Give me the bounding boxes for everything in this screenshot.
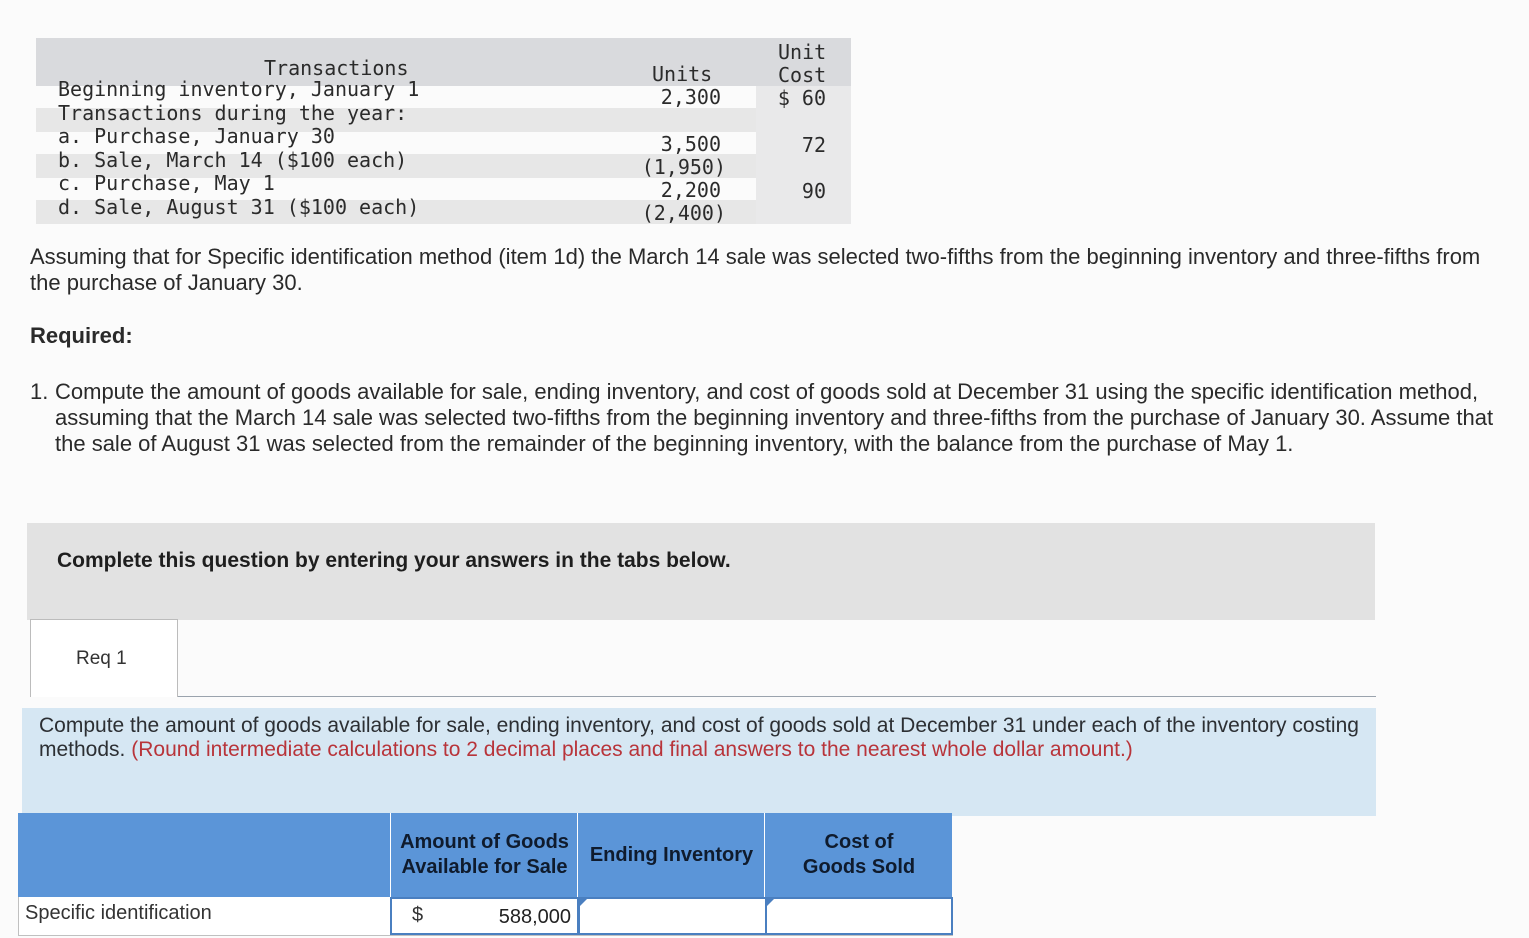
goods-available-cell	[390, 897, 579, 935]
row-label: Beginning inventory, January 1	[58, 77, 420, 101]
tab-req-1[interactable]	[30, 619, 178, 697]
answer-table	[18, 813, 952, 938]
row-label: a. Purchase, January 30	[58, 124, 335, 148]
rounding-note: (Round intermediate calculations to 2 decimal places and final answers to the nearest whole dollar amount.)	[131, 738, 1133, 761]
row-units: 2,200	[660, 178, 721, 202]
header-transactions: Transactions	[264, 56, 409, 80]
row-units: 3,500	[660, 132, 721, 156]
ending-inventory-input[interactable]	[637, 902, 761, 932]
row-label: d. Sale, August 31 ($100 each)	[58, 195, 420, 219]
question-1	[30, 379, 1510, 457]
cogs-input[interactable]	[823, 902, 947, 932]
instruction-banner	[27, 523, 1375, 620]
assumption-text: Assuming that for Specific identification method (item 1d) the March 14 sale was selected two-fifths from the beginning inventory and three-fifths from the purchase of January 30.	[30, 244, 1481, 295]
input-flag-icon	[580, 899, 587, 906]
header-unit-cost-line1: Unit	[778, 40, 827, 64]
ending-inventory-cell	[578, 897, 767, 935]
instruction-main: Compute the amount of goods available for sale, ending inventory, and cost of goods sold at December 31 under each of the inventory costing methods.	[39, 714, 1359, 761]
transactions-table	[36, 38, 851, 224]
header-separator	[577, 813, 578, 897]
header-separator	[764, 813, 765, 897]
cogs-cell	[765, 897, 953, 935]
answer-table-header	[18, 813, 952, 897]
input-flag-icon	[767, 899, 774, 906]
row-label: Transactions during the year:	[58, 101, 408, 125]
header-goods-available: Amount of Goods Available for Sale	[400, 831, 569, 878]
instruction-panel	[22, 708, 1376, 816]
header-separator	[390, 813, 391, 897]
tab-divider	[178, 696, 1376, 697]
header-units: Units	[652, 62, 713, 86]
row-cost: 72	[801, 133, 826, 157]
row-label-specific-identification: Specific identification	[25, 902, 212, 924]
header-cogs: Cost of Goods Sold	[802, 831, 916, 878]
goods-available-input[interactable]	[449, 902, 573, 932]
header-ending-inventory: Ending Inventory	[589, 843, 754, 866]
question-number: 1.	[30, 379, 49, 404]
required-heading: Required:	[30, 323, 133, 348]
row-units: (2,400)	[641, 201, 726, 225]
currency-symbol: $	[412, 904, 424, 926]
row-label: b. Sale, March 14 ($100 each)	[58, 148, 408, 172]
tab-label: Req 1	[76, 648, 127, 669]
row-units: (1,950)	[641, 155, 726, 179]
row-cost: 90	[801, 179, 826, 203]
instruction-text	[39, 714, 1364, 762]
header-unit-cost-line2: Cost	[778, 63, 827, 87]
row-label: c. Purchase, May 1	[58, 171, 275, 195]
question-text: Compute the amount of goods available for sale, ending inventory, and cost of goods sold at December 31 using the specific identification method, assuming that the March 14 sale was selected two-fifths from the beginning inventory and three-fifths from the purchase of January 30. Assume that the sale of August 31 was selected from the remainder of the beginning inventory, with the balance from the purchase of May 1.	[55, 379, 1494, 456]
row-units: 2,300	[660, 85, 721, 109]
banner-text: Complete this question by entering your answers in the tabs below.	[57, 549, 731, 572]
row-cost: $ 60	[777, 86, 826, 110]
table-row	[18, 897, 953, 936]
